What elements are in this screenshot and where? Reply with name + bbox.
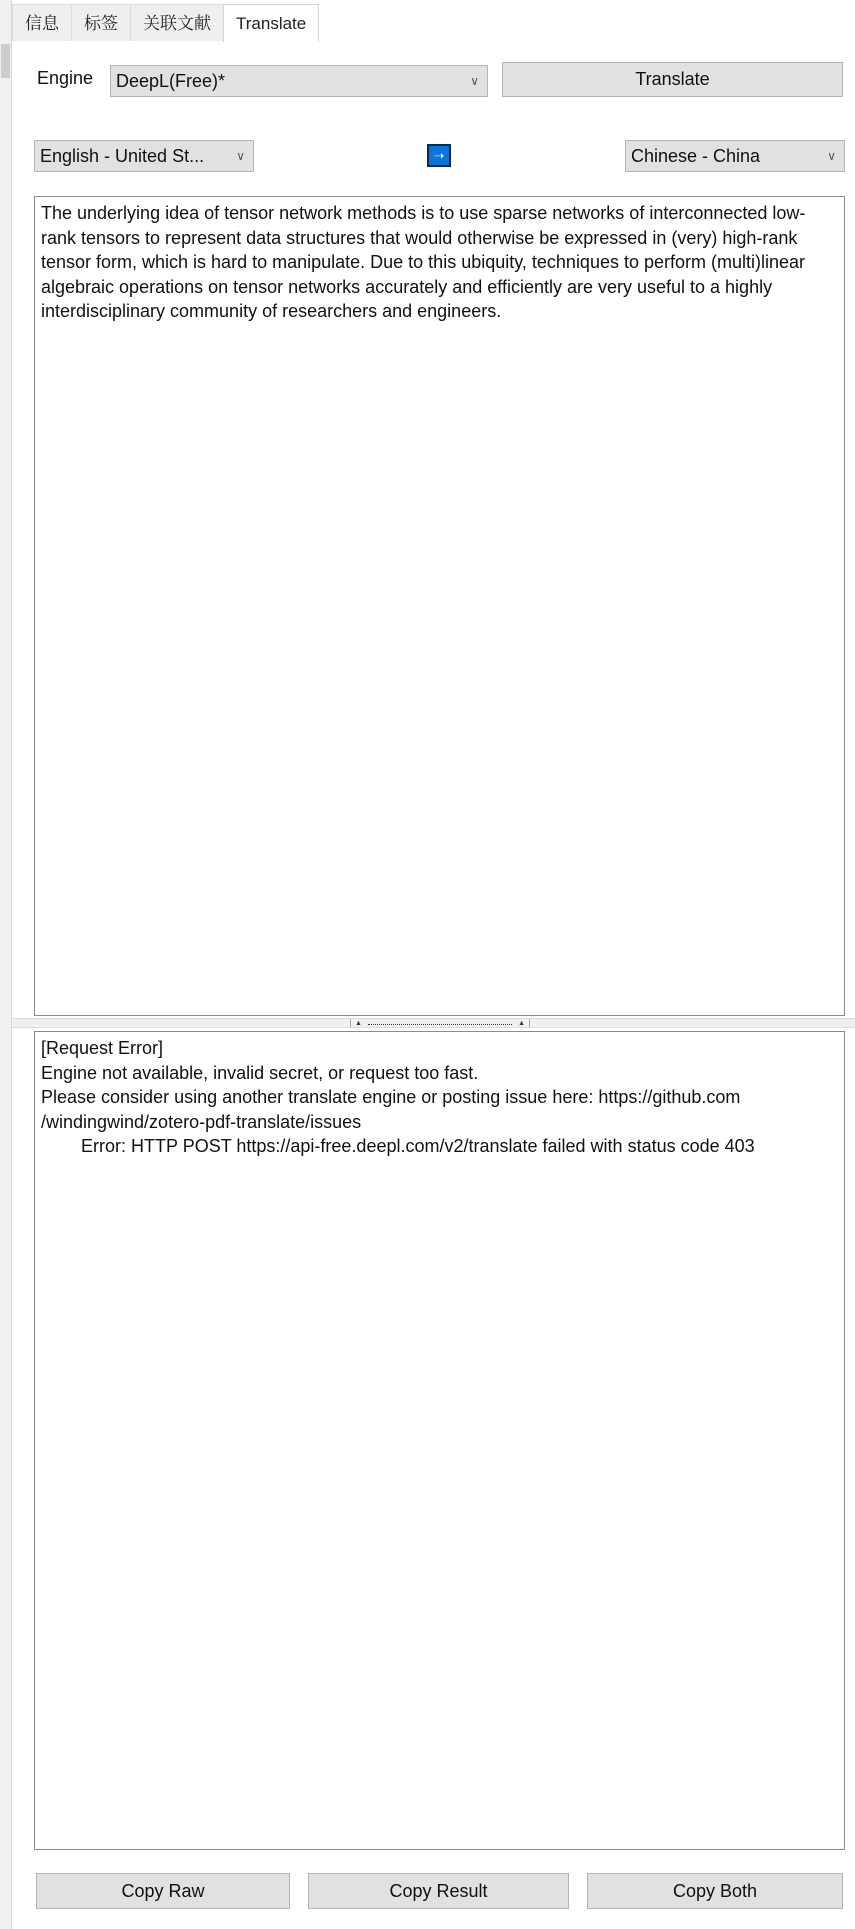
engine-select[interactable] bbox=[110, 65, 488, 97]
copy-raw-button[interactable]: Copy Raw bbox=[36, 1873, 290, 1909]
collapse-up-icon[interactable]: ▲ bbox=[518, 1019, 525, 1027]
tab-related[interactable]: 关联文献 bbox=[130, 4, 224, 41]
tab-translate[interactable]: Translate bbox=[223, 4, 319, 42]
side-scrollbar[interactable] bbox=[0, 0, 12, 1929]
source-language: English - United St... bbox=[40, 145, 205, 166]
result-text-area[interactable]: [Request Error] Engine not available, invalid secret, or request too fast. Please consider using another translate engine or posting issue here: https://github.com /windingwind/zotero-pdf-translate/issues Error: HTTP POST https://api-free.deepl.com/v2/translate failed with status code 403 bbox=[34, 1031, 845, 1850]
swap-languages-arrow-icon[interactable]: ➝ bbox=[427, 144, 451, 167]
chevron-down-icon: ∨ bbox=[827, 149, 836, 163]
engine-label: Engine bbox=[37, 68, 94, 88]
engine-selected: DeepL(Free)* bbox=[116, 70, 226, 91]
raw-text-area[interactable]: The underlying idea of tensor network methods is to use sparse networks of interconnected low-rank tensors to represent data structures that would otherwise be expressed in (very) high-rank tensor form, which is hard to manipulate. Due to this ubiquity, techniques to perform (multi)linear algebraic operations on tensor networks accurately and efficiently are very useful to a highly interdisciplinary community of researchers and engineers. bbox=[34, 196, 845, 1016]
chevron-down-icon: ∨ bbox=[236, 149, 245, 163]
collapse-up-icon[interactable]: ▲ bbox=[355, 1019, 362, 1027]
source-language-select[interactable] bbox=[34, 140, 254, 172]
copy-result-button[interactable]: Copy Result bbox=[308, 1873, 569, 1909]
tab-bar bbox=[12, 4, 318, 41]
splitter-grip[interactable] bbox=[350, 1019, 530, 1027]
scrollbar-thumb[interactable] bbox=[1, 44, 10, 78]
target-language: Chinese - China bbox=[631, 145, 761, 166]
tab-info[interactable]: 信息 bbox=[12, 4, 72, 41]
copy-both-button[interactable]: Copy Both bbox=[587, 1873, 843, 1909]
target-language-select[interactable] bbox=[625, 140, 845, 172]
grip-dots bbox=[368, 1021, 512, 1025]
translate-button[interactable]: Translate bbox=[502, 62, 843, 97]
tab-tags[interactable]: 标签 bbox=[71, 4, 131, 41]
chevron-down-icon: ∨ bbox=[470, 74, 479, 88]
